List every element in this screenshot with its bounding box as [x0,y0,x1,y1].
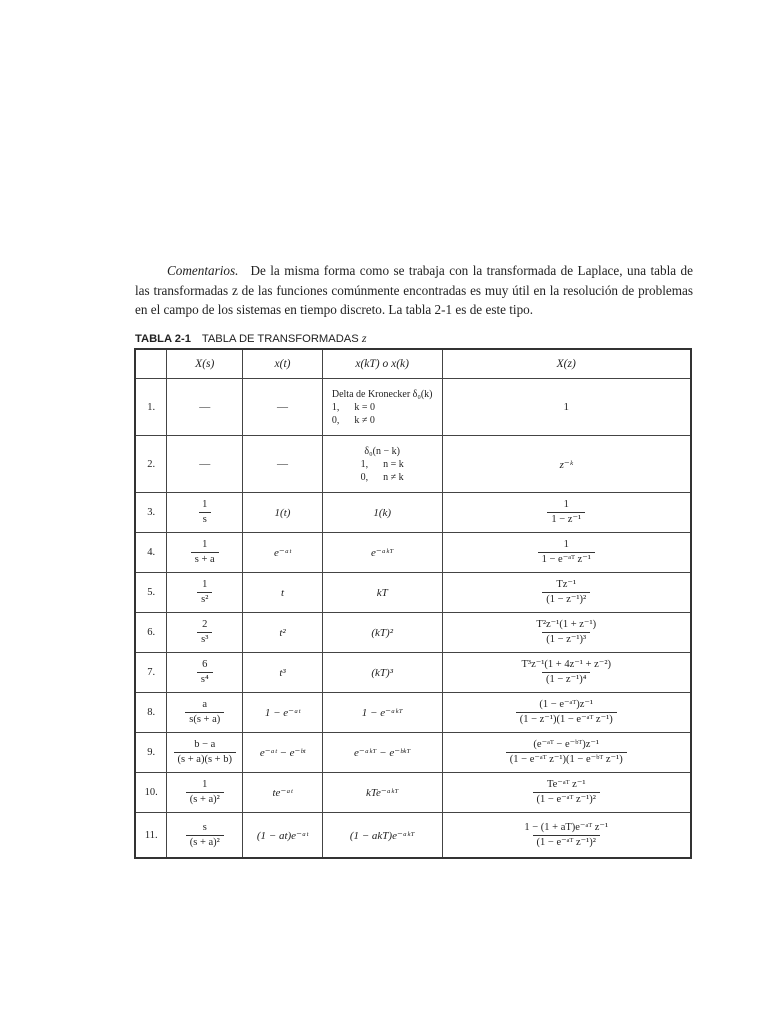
denominator: 1 − e⁻ᵃᵀ z⁻¹ [538,552,595,566]
xz-fraction [520,822,612,849]
xs-fraction [197,579,212,606]
numerator: Tz⁻¹ [556,579,577,590]
xk-cell: 1 − e⁻ᵃᵏᵀ [322,693,442,733]
denominator: (1 − e⁻ᵃᵀ z⁻¹)² [533,835,600,849]
row-number: 8. [135,693,167,733]
xk-cell: e⁻ᵃᵏᵀ [322,533,442,573]
xz-cell: 1 [442,379,691,436]
table-row [135,733,691,773]
table-title-variable: z [361,331,367,345]
row-number: 4. [135,533,167,573]
intro-paragraph [135,261,693,320]
xs-fraction [186,779,224,806]
xz-fraction [542,579,590,606]
xz-cell [442,773,691,813]
denominator: (1 − z⁻¹)² [542,592,590,606]
xs-cell [167,773,243,813]
xs-fraction [185,699,224,726]
numerator: T³z⁻¹(1 + 4z⁻¹ + z⁻²) [521,659,611,670]
xs-cell [167,813,243,859]
xt-cell: — [243,379,323,436]
table-row [135,573,691,613]
xz-fraction [518,659,615,686]
xk-cell: (kT)³ [322,653,442,693]
table-row [135,813,691,859]
xs-fraction [174,739,236,766]
table-row [135,436,691,493]
xz-fraction [533,779,600,806]
denominator: (1 − e⁻ᵃᵀ z⁻¹)(1 − e⁻ᵇᵀ z⁻¹) [506,752,627,766]
xz-cell [442,813,691,859]
xk-cell: 1(k) [322,493,442,533]
denominator: 1 − z⁻¹ [547,512,585,526]
numerator: 6 [202,659,208,670]
denominator: s(s + a) [185,712,224,726]
table-row [135,493,691,533]
header-xk: x(kT) o x(k) [322,349,442,379]
xz-cell [442,573,691,613]
numerator: 1 [202,579,208,590]
numerator: 1 [563,499,569,510]
numerator: 2 [202,619,208,630]
xz-fraction [547,499,585,526]
xk-cell: (1 − akT)e⁻ᵃᵏᵀ [322,813,442,859]
xt-cell: te⁻ᵃᵗ [243,773,323,813]
xz-cell [442,733,691,773]
row-number: 7. [135,653,167,693]
kronecker-shifted-definition [361,445,404,484]
xk-cell: e⁻ᵃᵏᵀ − e⁻ᵇᵏᵀ [322,733,442,773]
xk-cell [322,379,442,436]
xs-fraction [197,659,213,686]
numerator: 1 − (1 + aT)e⁻ᵃᵀ z⁻¹ [524,821,609,833]
xk-cell: kT [322,573,442,613]
denominator: (1 − e⁻ᵃᵀ z⁻¹)² [533,792,600,806]
xt-cell: 1 − e⁻ᵃᵗ [243,693,323,733]
row-number: 5. [135,573,167,613]
row-number: 2. [135,436,167,493]
xz-cell: z⁻ᵏ [442,436,691,493]
row-number: 6. [135,613,167,653]
xs-cell [167,573,243,613]
denominator: (1 − z⁻¹)(1 − e⁻ᵃᵀ z⁻¹) [516,712,617,726]
numerator: b − a [194,739,216,750]
intro-lead: Comentarios. [167,263,239,278]
denominator: s + a [191,552,219,566]
row-number: 11. [135,813,167,859]
xt-cell: e⁻ᵃᵗ − e⁻ᵇᵗ [243,733,323,773]
xk-cell [322,436,442,493]
xs-cell [167,493,243,533]
kronecker-shifted-case-1: 1, n = k [360,458,404,470]
header-number [135,349,167,379]
xz-fraction [532,619,600,646]
table-caption [135,331,367,346]
xz-fraction [506,739,627,766]
kronecker-shifted-case-2: 0, n ≠ k [360,471,404,483]
xs-cell [167,533,243,573]
xs-fraction [198,499,211,526]
xt-cell: t [243,573,323,613]
kronecker-title: Delta de Kronecker δ₀(k) [331,388,433,400]
xt-cell: — [243,436,323,493]
table-title: TABLA DE TRANSFORMADAS [201,333,359,345]
xs-cell [167,693,243,733]
numerator: 1 [202,779,208,790]
xs-fraction [191,539,219,566]
row-number: 1. [135,379,167,436]
denominator: s³ [197,632,212,646]
table-row [135,613,691,653]
z-transform-table [134,348,692,859]
xt-cell: t³ [243,653,323,693]
numerator: (e⁻ᵃᵀ − e⁻ᵇᵀ)z⁻¹ [533,739,600,750]
xs-cell: — [167,379,243,436]
denominator: s [199,512,211,526]
table-row [135,653,691,693]
numerator: (1 − e⁻ᵃᵀ)z⁻¹ [539,699,594,710]
denominator: (s + a)(s + b) [174,752,236,766]
xs-fraction [186,822,224,849]
row-number: 10. [135,773,167,813]
xz-cell [442,693,691,733]
xz-cell [442,653,691,693]
numerator: 1 [202,499,208,510]
xs-cell [167,613,243,653]
kronecker-case-2: 0, k ≠ 0 [331,414,375,426]
numerator: 1 [563,539,569,550]
header-xs: X(s) [167,349,243,379]
xz-fraction [516,699,617,726]
table-row [135,773,691,813]
xt-cell: e⁻ᵃᵗ [243,533,323,573]
numerator: s [202,821,207,833]
denominator: (s + a)² [186,835,224,849]
denominator: (s + a)² [186,792,224,806]
xs-cell [167,653,243,693]
denominator: (1 − z⁻¹)³ [542,632,590,646]
table-number: TABLA 2-1 [135,333,191,345]
table-row [135,379,691,436]
numerator: T²z⁻¹(1 + z⁻¹) [536,619,597,630]
denominator: (1 − z⁻¹)⁴ [542,672,590,686]
numerator: Te⁻ᵃᵀ z⁻¹ [546,779,586,790]
intro-text: De la misma forma como se trabaja con la transformada de Laplace, una tabla de las transformadas z de las funciones comúnmente encontradas es muy útil en la resolución de problemas en el campo de los sistemas en tiempo discreto. La tabla 2-1 es de este tipo. [135,263,693,317]
xz-cell [442,533,691,573]
xt-cell: t² [243,613,323,653]
denominator: s² [197,592,212,606]
xz-fraction [538,539,595,566]
denominator: s⁴ [197,672,213,686]
header-xt: x(t) [243,349,323,379]
numerator: a [202,699,208,710]
xt-cell: 1(t) [243,493,323,533]
row-number: 3. [135,493,167,533]
table-row [135,533,691,573]
table-row [135,693,691,733]
kronecker-definition [332,388,433,427]
xk-cell: (kT)² [322,613,442,653]
xz-cell [442,493,691,533]
xt-cell: (1 − at)e⁻ᵃᵗ [243,813,323,859]
xs-cell [167,733,243,773]
kronecker-shifted-title: δ₀(n − k) [364,445,400,457]
numerator: 1 [202,539,208,550]
table-header-row [135,349,691,379]
kronecker-case-1: 1, k = 0 [331,401,375,413]
row-number: 9. [135,733,167,773]
xs-fraction [197,619,212,646]
xk-cell: kTe⁻ᵃᵏᵀ [322,773,442,813]
xz-cell [442,613,691,653]
header-xz: X(z) [442,349,691,379]
xs-cell: — [167,436,243,493]
